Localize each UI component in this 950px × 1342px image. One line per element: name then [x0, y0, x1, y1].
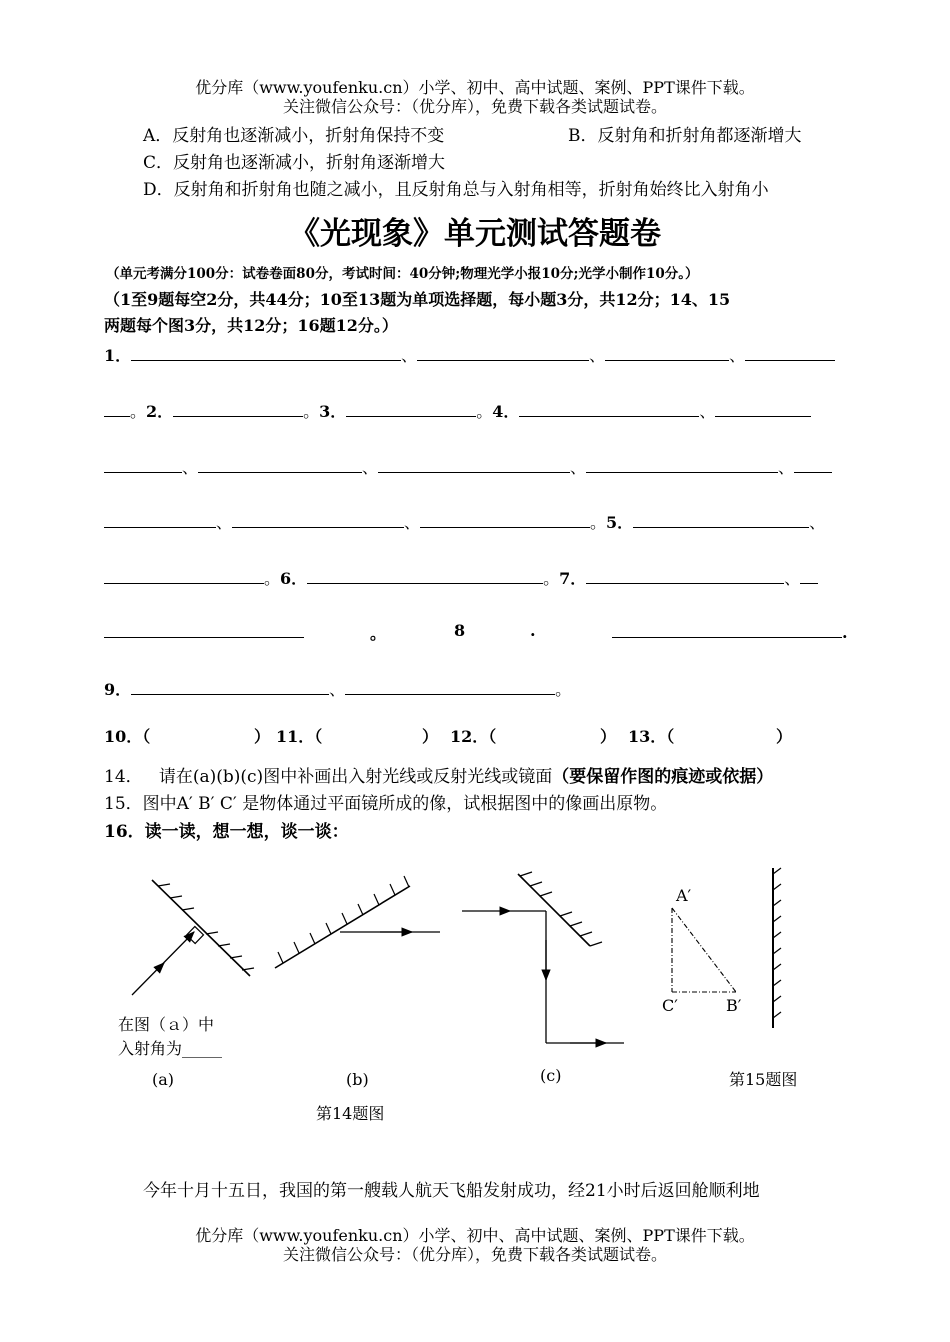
instructions-2: 两题每个图3分，共12分；16题12分。） [104, 316, 398, 335]
option-c: C．反射角也逐渐减小，折射角逐渐增大 [143, 153, 446, 173]
answer-row-4: 、 、 。5． 、 [104, 510, 848, 533]
figure-c-label: (c) [540, 1066, 562, 1085]
answer-row-6: 。 8 . . [104, 621, 848, 642]
footer-line-1: 优分库（www.youfenku.cn）小学、初中、高中试题、案例、PPT课件下载。 [195, 1226, 755, 1245]
question-14: 14． 请在(a)(b)(c)图中补画出入射光线或反射光线或镜面（要保留作图的痕迹或依据） [104, 767, 774, 787]
q9-label: 9． [104, 680, 132, 699]
answer-row-7: 9． 、 。 [104, 680, 572, 699]
right-angle-mark [187, 927, 204, 944]
figure-a-note-1: 在图（ａ）中 [118, 1015, 215, 1034]
answer-row-2: 。2． 。3． 。4． 、 [104, 399, 848, 422]
figure-a-label: (a) [152, 1070, 175, 1089]
figure-b-label: (b) [346, 1070, 369, 1089]
mirror-c [518, 874, 590, 946]
point-b-label: B′ [726, 996, 742, 1015]
mirror-a-hatch [158, 884, 254, 970]
page-title: 《光现象》单元测试答题卷 [289, 216, 661, 252]
answer-row-1: 1． 、 、 、 [104, 343, 848, 366]
image-side-ab [672, 908, 736, 992]
q7-label: 7． [559, 569, 587, 588]
q12-label: 12．（ [450, 727, 497, 746]
q6-label: 6． [280, 569, 308, 588]
point-c-label: C′ [662, 996, 678, 1015]
q13-label: 13．（ [628, 727, 675, 746]
figure-15-caption: 第15题图 [729, 1070, 798, 1089]
mirror-c-hatch [520, 872, 602, 946]
footer-line-2: 关注微信公众号：（优分库），免费下载各类试题试卷。 [282, 1245, 667, 1264]
mirror-b [275, 886, 410, 968]
figure-b [275, 876, 440, 968]
mirror-a [152, 880, 250, 976]
figure-14-caption: 第14题图 [316, 1104, 385, 1123]
q11-label: 11．（ [276, 727, 323, 746]
option-b: B．反射角和折射角都逐渐增大 [568, 126, 802, 146]
option-a: A．反射角也逐渐减小，折射角保持不变 [143, 126, 445, 146]
answer-row-3: 、 、 、 、 [104, 455, 848, 478]
figure-c [462, 872, 624, 1043]
option-d: D．反射角和折射角也随之减小，且反射角总与入射角相等，折射角始终比入射角小 [143, 180, 769, 200]
question-15: 15．图中A′ B′ C′ 是物体通过平面镜所成的像，试根据图中的像画出原物。 [104, 794, 668, 814]
answer-row-5: 。6． 。7． 、 [104, 566, 848, 589]
header-line-1: 优分库（www.youfenku.cn）小学、初中、高中试题、案例、PPT课件下载。 [195, 78, 755, 97]
subtitle: （单元考满分100分：试卷卷面80分，考试时间：40分钟;物理光学小报10分;光学小制作10分。） [106, 266, 699, 282]
question-16: 16．读一读，想一想，谈一谈： [104, 822, 349, 842]
q2-label: 2． [146, 402, 174, 421]
q5-label: 5． [606, 513, 634, 532]
mirror-15-hatch [773, 868, 781, 1018]
reading-passage: 今年十月十五日，我国的第一艘载人航天飞船发射成功，经21小时后返回舱顺利地 [143, 1181, 760, 1201]
q10-label: 10．（ [104, 727, 151, 746]
figure-a-note-2: 入射角为_____ [118, 1039, 223, 1058]
q4-label: 4． [492, 402, 520, 421]
point-a-label: A′ [676, 886, 692, 905]
q8-label: 8 [454, 621, 466, 640]
q3-label: 3． [319, 402, 347, 421]
mirror-b-hatch [278, 876, 409, 963]
figure-a [132, 880, 254, 995]
q1-label: 1． [104, 346, 132, 365]
header-line-2: 关注微信公众号：（优分库），免费下载各类试题试卷。 [282, 97, 667, 116]
instructions-1: （1至9题每空2分，共44分；10至13题为单项选择题，每小题3分，共12分；14、15 [104, 290, 731, 309]
